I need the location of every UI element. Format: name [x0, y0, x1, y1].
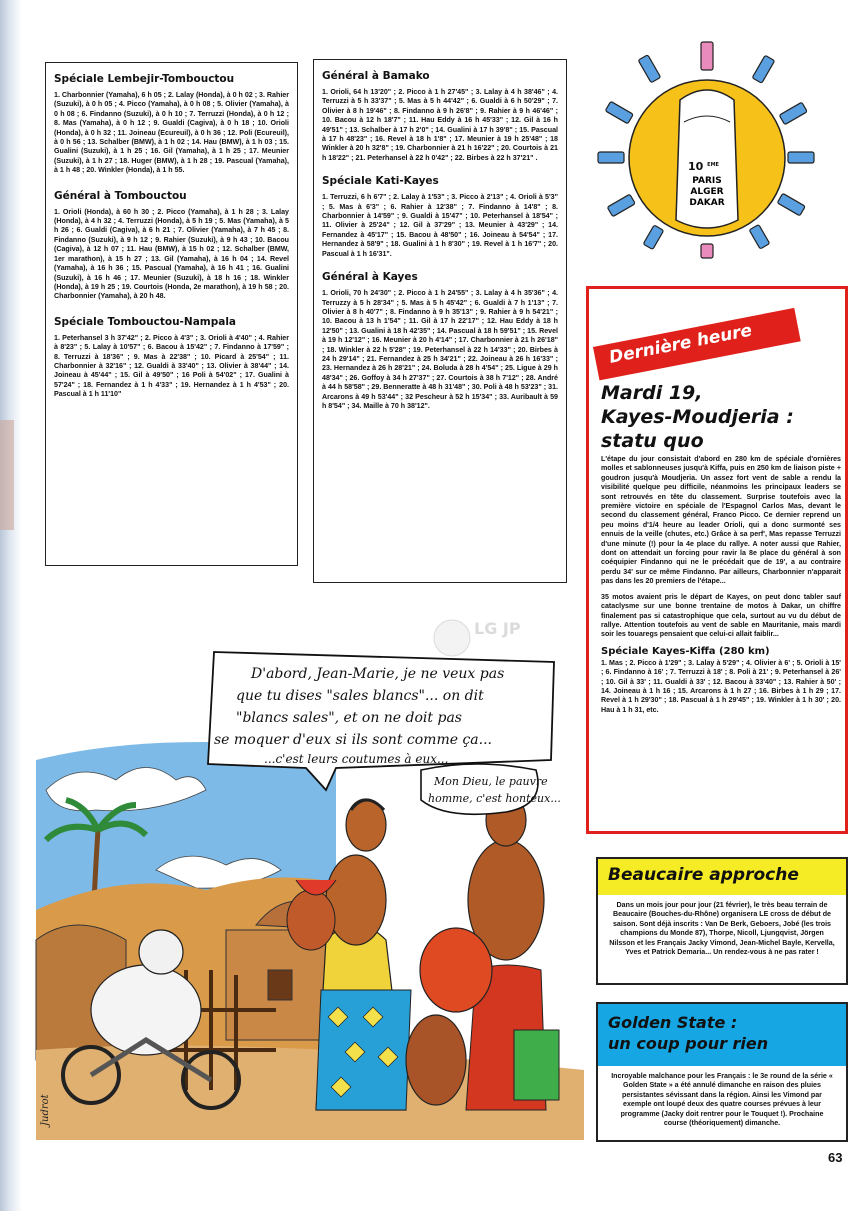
section-title: Général à Kayes — [322, 271, 418, 284]
bubble-line: homme, c'est honteux... — [428, 792, 561, 805]
derniere-heure-title — [601, 381, 841, 453]
section-text: 1. Orioli, 70 h 24'30" ; 2. Picco à 1 h 24'55" ; 3. Lalay à 4 h 35'36" ; 4. Terruzzy à 5 h 28'34" ; 5. Mas à 5 h 45'42" ; 6. Gualdi à 7 h 1'13" ; 7. Olivier à 8 h 40'7" ; 8. Findanno à 9 h 35'13" ; 9. Rahier à 9 h 54'21" ; 10. Bacou à 13 h 1'54" ; 11. Gil à 17 h 22'17" ; 12. Hau Eddy à 18 h 12'50" ; 13. Gualini à 18 h 42'35" ; 14. Pascual à 18 h 59'51" ; 15. Revel à 19 h 12'12" ; 16. Meunier à 20 h 4'14" ; 17. Charbonnier à 21 h 26'18" ; 18. Winkler à 22 h 5'28" ; 19. Peterhansel à 22 h 14'33" ; 20. Birbes à 24 h 29'14" ; 21. Fernandez à 25 h 34'21" ; 22. Joineau à 26 h 16'33" ; 23. Hernandez à 26 h 28'21" ; 24. Boluda à 28 h 4'54" ; 25. Ligue à 29 h 48'34" ; 26. Goffoy à 34 h 27'37" ; 27. Courtois à 38 h 7'12" ; 28. André à 44 h 58'58" ; 29. Benneratte à 48 h 31'48" ; 30. Poli à 48 h 53'23" ; 31. Arcarons à 49 h 53'44" ; 32 Pescheur à 52 h 15'34" ; 33. Auribault à 59 h 8'54" ; 34. Maille à 70 h 38'12". — [322, 289, 558, 410]
logo-number: 10 — [688, 160, 704, 173]
results-box-center — [313, 59, 567, 583]
kayes-kiffa-results: 1. Mas ; 2. Picco à 1'29" ; 3. Lalay à 5'29" ; 4. Olivier à 6' ; 5. Orioli à 15' ; 6. Findanno à 16' ; 7. Terruzzi à 18' ; 8. Poli à 21' ; 9. Peterhansel à 26' ; 10. Gil à 33' ; 11. Gualdi à 33' ; 12. Bacou à 33'40" ; 13. Rahier à 50' ; 14. Joineau à 1 h 16 ; 15. Arcarons à 1 h 27 ; 16. Birbes à 1 h 29 ; 17. Revel à 1 h 29'30" ; 18. Pascual à 1 h 29'45" ; 19. Winkler à 1 h 30' ; 20. Hau à 1 h 31, etc. — [601, 658, 841, 714]
page-binding-edge — [0, 0, 22, 1211]
logo-line-alger: ALGER — [690, 187, 724, 197]
cartoon-illustration — [36, 640, 584, 1140]
title-line: Kayes-Moudjeria : — [601, 406, 794, 428]
logo-line-dakar: DAKAR — [689, 198, 725, 208]
section-title: Général à Bamako — [322, 70, 430, 82]
title-line: statu quo — [601, 430, 704, 452]
beaucaire-text: Dans un mois jour pour jour (21 février), le très beau terrain de Beaucaire (Bouches-du-Rhône) organisera LE cross de début de saison. Sont déjà inscrits : Van De Berk, Geboers, Jobé (les trois champions du Monde 87), Thorpe, Nicoll, Ljungqvist, Jörgen Nilsson et les Français Jacky Vimond, Jean-Michel Bayle, Kervella, Yves et Patrick Demaria... Un rendez-vous à ne pas rater ! — [609, 901, 835, 957]
bubble-line: se moquer d'eux si ils sont comme ça... — [214, 732, 492, 748]
title-line: un coup pour rien — [608, 1034, 769, 1053]
golden-state-box — [596, 1002, 848, 1142]
title-line: Golden State : — [608, 1013, 738, 1032]
logo-line-paris: PARIS — [692, 176, 722, 186]
page-number: 63 — [828, 1150, 843, 1165]
golden-state-text: Incroyable malchance pour les Français : le 3e round de la série « Golden State » a été annulé dimanche en raison des pluies persistantes sévissant dans la région. Ainsi les Vimond par exemple ont loupé deux des quatre courses prévues à leur programme (Jacky doit rentrer pour le Touquet !). Prochaine course (théoriquement) dimanche. — [611, 1072, 833, 1128]
paris-alger-dakar-logo — [600, 30, 815, 260]
bubble-line: Mon Dieu, le pauvre — [434, 775, 548, 788]
derniere-heure-box — [586, 286, 848, 834]
section-title: Spéciale Lembejir-Tombouctou — [54, 73, 235, 85]
binding-shadow — [0, 420, 14, 530]
watermark-text: LG JP — [474, 619, 521, 638]
bubble-line: D'abord, Jean-Marie, je ne veux pas — [251, 666, 505, 682]
section-title: Spéciale Kati-Kayes — [322, 175, 439, 188]
section-text: 1. Charbonnier (Yamaha), 6 h 05 ; 2. Lalay (Honda), à 0 h 02 ; 3. Rahier (Suzuki), à 0 h 05 ; 4. Picco (Yamaha), à 0 h 08 ; 5. Olivier (Yamaha), à 0 h 08 ; 6. Findanno (Suzuki), à 0 h 10 ; 7. Terruzzi (Honda), à 0 h 12 ; 8. Mas (Yamaha), à 0 h 12 ; 9. Gualdi (Cagiva), à 0 h 18 ; 10. Orioli (Honda), à 0 h 32 ; 11. Joineau (Ecureuil), à 0 h 36 ; 12. Poli (Ecureuil), à 0 h 56 ; 13. Schalber (BMW), à 1 h 02 ; 14. Hau (BMW), à 1 h 03 ; 15. Gualini (Suzuki), à 1 h 25 ; 16. Gil (Yamaha), à 1 h 25 ; 17. Meunier (Suzuki), à 1 h 27 ; 18. Huger (BMW), à 1 h 28 ; 19. Pascual (Yamaha), à 1 h 48 ; 20. Winkler (Honda), à 1 h 55. — [54, 91, 289, 175]
kayes-kiffa-title: Spéciale Kayes-Kiffa (280 km) — [601, 645, 770, 657]
bubble-line: "blancs sales", et on ne doit pas — [236, 710, 462, 726]
results-box-left — [45, 62, 298, 566]
beaucaire-box — [596, 857, 848, 985]
section-text: 1. Orioli, 64 h 13'20" ; 2. Picco à 1 h 27'45" ; 3. Lalay à 4 h 38'46" ; 4. Terruzzi à 5 h 33'37" ; 5. Mas à 5 h 44'42" ; 6. Gualdi à 6 h 50'29" ; 7. Olivier à 8 h 19'46" ; 8. Findanno à 9 h 26'8" ; 9. Rahier à 9 h 46'46" ; 10. Bacou à 12 h 18'7" ; 11. Hau Eddy à 16 h 45'33" ; 12. Gil à 16 h 49'51" ; 13. Schalber à 17 h 2'0" ; 14. Gualini à 17 h 39'8" ; 15. Pascual à 17 h 48'23" ; 16. Revel à 18 h 1'8" ; 17. Meunier à 19 h 25'48" ; 18 Winkler à 20 h 32'8" ; 19. Charbonnier à 21 h 16'22" ; 20. Courtois à 21 h 18'22" ; 21. Peterhansel à 22 h 0'42" ; 22. Birbes à 22 h 37'21" . — [322, 88, 558, 162]
section-text: 1. Orioli (Honda), à 60 h 30 ; 2. Picco (Yamaha), à 1 h 28 ; 3. Lalay (Honda), à 4 h 32 ; 4. Terruzzi (Honda), à 5 h 19 ; 5. Mas (Yamaha), à 5 h 26 ; 6. Gualdi (Cagiva), à 6 h 21 ; 7. Olivier (Yamaha), à 7 h 45 ; 8. Findanno (Suzuki), à 9 h 12 ; 9. Rahier (Suzuki), à 9 h 43 ; 10. Bacou (Cagiva), à 12 h 07 ; 11. Hau (BMW), à 15 h 02 ; 12. Schalber (BMW, 1er marathon), à 15 h 27 ; 13. Gil (Yamaha), à 16 h 04 ; 14. Revel (Yamaha), à 16 h 36 ; 15. Pascual (Yamaha), à 16 h 41 ; 16. Gualini (Suzuki), à 16 h 46 ; 17. Meunier (Suzuki), à 18 h 16 ; 18. Winkler (Honda), à 19 h 25 ; 19. Courtois (Honda, 2e marathon), à 19 h 58 ; 20. Charbonnier (Yamaha), à 20 h 48. — [54, 207, 289, 301]
golden-state-title — [598, 1004, 846, 1066]
artist-signature: Judrot — [40, 1094, 51, 1126]
lgjp-watermark — [430, 608, 521, 678]
beaucaire-title: Beaucaire approche — [598, 859, 846, 895]
title-line: Mardi 19, — [601, 382, 703, 404]
article-paragraph: L'étape du jour consistait d'abord en 280 km de spéciale d'ornières molles et sablonneuses jusqu'à Kiffa, puis en 250 km de liaison piste + goudron jusqu'à Moudjeria. Un assez fort vent de sable a rendu la visibilité quelque peu difficile, néanmoins les principaux leaders se sont retrouvés en tête du classement. Surprise toutefois avec la première victoire en spéciale de l'Espagnol Carlos Mas, devant le second du classement général, Franco Picco. Ce dernier reprend un peu moins d'1/4 heure au leader Orioli, qui a donc surmonté ses ennuis de la veille (chutes, etc.) Grâce à sa perf', Mas repasse Terruzzi d'une minute (!) pour la 4e place du rallye. A noter aussi que Rahier, dont on attendait un forcing pour ravir la 8e place du général à son coéquipier Findanno qui ne le précédait que de 19', a au contraire perdu 34' sur ce même Findanno. Par ailleurs, Charbonnier n'apparait pas dans les 20 premiers de l'étape... — [601, 455, 841, 586]
article-paragraph: 35 motos avaient pris le départ de Kayes, on peut donc tabler sauf cataclysme sur une bonne trentaine de motos à Dakar, un chiffre finalement pas si catastrophique que cela, surtout au vu du début de rallye. Attention toutefois au vent de sable en Mauritanie, mais mardi soir les touaregs pensaient que celui-ci allait faiblir... — [601, 592, 841, 639]
logo-number-sup: EME — [707, 162, 719, 168]
section-title: Général à Tombouctou — [54, 189, 187, 202]
section-title: Spéciale Tombouctou-Nampala — [54, 315, 237, 328]
derniere-heure-body — [601, 455, 841, 721]
section-text: 1. Terruzzi, 6 h 6'7" ; 2. Lalay à 1'53" ; 3. Picco à 2'13" ; 4. Orioli à 5'3" ; 5. Mas à 6'3" ; 6. Rahier à 12'38" ; 7. Findanno à 14'8" ; 8. Charbonnier à 14'59" ; 9. Gualdi à 15'47" ; 10. Peterhansel à 18'54" ; 11. Olivier à 25'24" ; 12. Gil à 37'29" ; 13. Meunier à 43'29" ; 14. Fernandez à 45'17" ; 15. Bacou à 48'50" ; 16. Joineau à 54'54" ; 17. Hernandez à 58'9" ; 18. Gualini à 1 h 8'30" ; 19. Revel à 1 h 16'7" ; 20. Pascual à 1 h 16'31". — [322, 193, 558, 258]
derniere-heure-banner: Dernière heure — [593, 308, 801, 380]
section-text: 1. Peterhansel 3 h 37'42" ; 2. Picco à 4'3" ; 3. Orioli à 4'40" ; 4. Rahier à 8'23" ; 5. Lalay à 10'57" ; 6. Bacou à 15'42" ; 7. Findanno à 17'59" ; 8. Terruzzi à 18'36" ; 9. Mas à 22'38" ; 10. Picard à 25'54" ; 11. Charbonnier à 32'16" ; 12. Gualdi à 33'40" ; 13. Olivier à 38'44" ; 14. Joineau à 45'44" ; 15. Gil à 49'50" ; 16 Poli à 54'02" ; 17. Gualini à 57'24" ; 18. Fernandez à 1 h 4'33" ; 19. Hernandez à 1 h 4'53" ; 20. Pascual à 1 h 11'10" — [54, 333, 289, 399]
bubble-line: ...c'est leurs coutumes à eux... — [264, 752, 449, 766]
bubble-line: que tu dises "sales blancs"... on dit — [236, 688, 484, 704]
